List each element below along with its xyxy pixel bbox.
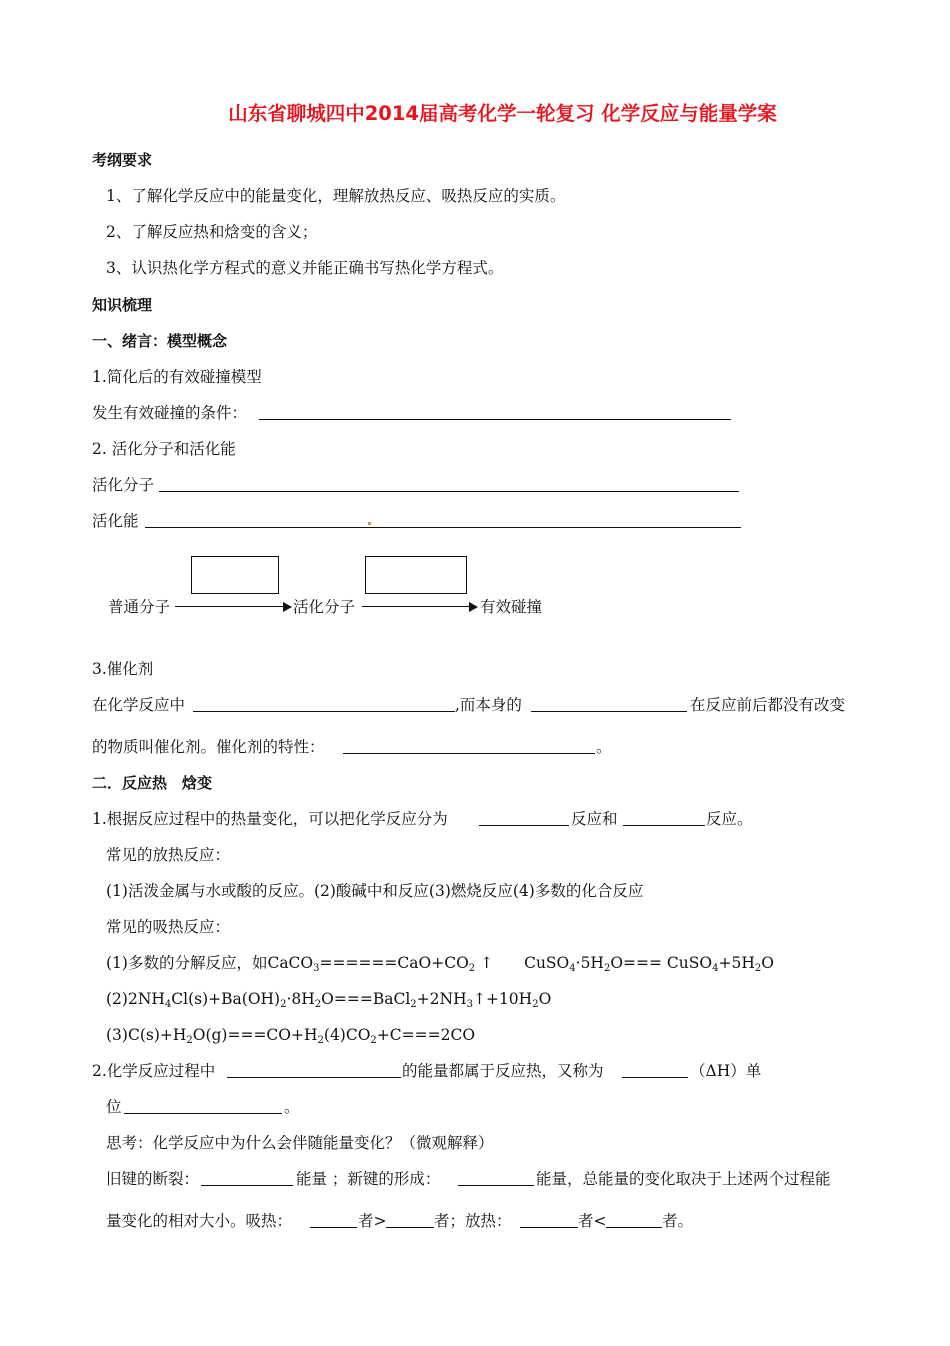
bond-text-b: 能量 ；新键的形成： (296, 1170, 441, 1188)
point-1: 1.简化后的有效碰撞模型 (92, 368, 262, 386)
q2-text-c: （ΔH）单 (690, 1062, 762, 1080)
diagram-box-1 (191, 556, 279, 594)
fill-blank-endo-2 (386, 1227, 434, 1228)
activation-energy-label: 活化能 (92, 512, 139, 530)
fill-blank-endo-1 (310, 1227, 357, 1228)
fill-blank-condition (259, 419, 731, 420)
fill-blank-unit (124, 1113, 282, 1114)
activated-molecule-label: 活化分子 (92, 476, 155, 494)
fill-blank-catalyst-property (343, 753, 595, 754)
catalyst-text-b: ,而本身的 (455, 696, 522, 714)
fill-blank-reaction-type-2 (623, 825, 705, 826)
section-heading-zssl: 知识梳理 (92, 296, 153, 314)
section-heading-2: 二．反应热 焓变 (92, 774, 213, 792)
energy-text-c: 者；放热： (434, 1212, 512, 1230)
diagram-label-ordinary-molecule: 普通分子 (108, 598, 171, 616)
equation-1: (1)多数的分解反应，如$CaCO_3======CaO+CO_2$ ↑ $CuSO_4\cdot 5H_2O===$ $CuSO_4+5H_2O$ (106, 954, 774, 974)
fill-blank-bond-forming (458, 1185, 534, 1186)
fill-blank-activated-molecule (159, 491, 739, 492)
catalyst-text-c: 在反应前后都没有改变 (690, 696, 846, 714)
q1-text-b: 反应和 (571, 810, 618, 828)
point-1-condition-label: 发生有效碰撞的条件： (92, 404, 248, 422)
fill-blank-exo-1 (520, 1227, 578, 1228)
q2-text-a: 2.化学反应过程中 (92, 1062, 216, 1080)
fill-blank-reaction-type-1 (479, 825, 569, 826)
fill-blank-activation-energy (145, 527, 741, 528)
fill-blank-enthalpy (622, 1077, 688, 1078)
endothermic-heading: 常见的吸热反应： (106, 918, 231, 936)
fill-blank-exo-2 (606, 1227, 662, 1228)
equation-3: $(3)C(s)+H_2O(g)===CO+H_2(4)CO_2+C===2CO$ (106, 1026, 476, 1046)
think-question: 思考：化学反应中为什么会伴随能量变化？（微观解释） (106, 1134, 494, 1152)
fill-blank-heat-process (227, 1077, 401, 1078)
fill-blank-bond-breaking (201, 1185, 293, 1186)
energy-text-a: 量变化的相对大小。吸热： (106, 1212, 293, 1230)
diagram-label-activated-molecule: 活化分子 (293, 598, 356, 616)
diagram-arrow-1 (175, 606, 290, 607)
section-heading-1: 一、绪言：模型概念 (92, 332, 228, 350)
exothermic-heading: 常见的放热反应： (106, 846, 231, 864)
q2-text-d: 位 (106, 1098, 122, 1116)
exothermic-list: (1)活泼金属与水或酸的反应。(2)酸碱中和反应(3)燃烧反应(4)多数的化合反应 (106, 882, 644, 900)
requirement-2: 2、了解反应热和焓变的含义； (106, 223, 318, 241)
bond-text-c: 能量，总能量的变化取决于上述两个过程能 (536, 1170, 831, 1188)
point-3: 3.催化剂 (92, 660, 154, 678)
fill-blank-catalyst-1 (193, 711, 455, 712)
catalyst-text-a: 在化学反应中 (92, 696, 186, 714)
q2-text-e: 。 (284, 1098, 300, 1116)
section-heading-kgyq: 考纲要求 (92, 151, 153, 169)
catalyst-text-d: 的物质叫催化剂。催化剂的特性： (92, 738, 325, 756)
catalyst-text-e: 。 (596, 738, 612, 756)
energy-text-e: 者。 (662, 1212, 694, 1230)
bond-text-a: 旧键的断裂： (106, 1170, 200, 1188)
stray-dot (368, 522, 371, 525)
diagram-arrow-2 (362, 606, 476, 607)
q1-text-c: 反应。 (706, 810, 753, 828)
q1-text-a: 1.根据反应过程中的热量变化，可以把化学反应分为 (92, 810, 448, 828)
equation-2: $(2)2NH_4Cl(s)+Ba(OH)_2\cdot 8H_2O===BaCl_2+2NH_3↑+10H_2O$ (106, 990, 552, 1010)
q2-text-b: 的能量都属于反应热，又称为 (402, 1062, 604, 1080)
fill-blank-catalyst-2 (531, 711, 687, 712)
diagram-label-effective-collision: 有效碰撞 (480, 598, 543, 616)
requirement-1: 1、了解化学反应中的能量变化，理解放热反应、吸热反应的实质。 (106, 187, 566, 205)
energy-text-b: 者> (358, 1212, 387, 1230)
page-title: 山东省聊城四中2014届高考化学一轮复习 化学反应与能量学案 (228, 102, 777, 125)
requirement-3: 3、认识热化学方程式的意义并能正确书写热化学方程式。 (106, 259, 504, 277)
point-2: 2. 活化分子和活化能 (92, 440, 236, 458)
energy-text-d: 者< (578, 1212, 607, 1230)
diagram-box-2 (365, 556, 467, 594)
